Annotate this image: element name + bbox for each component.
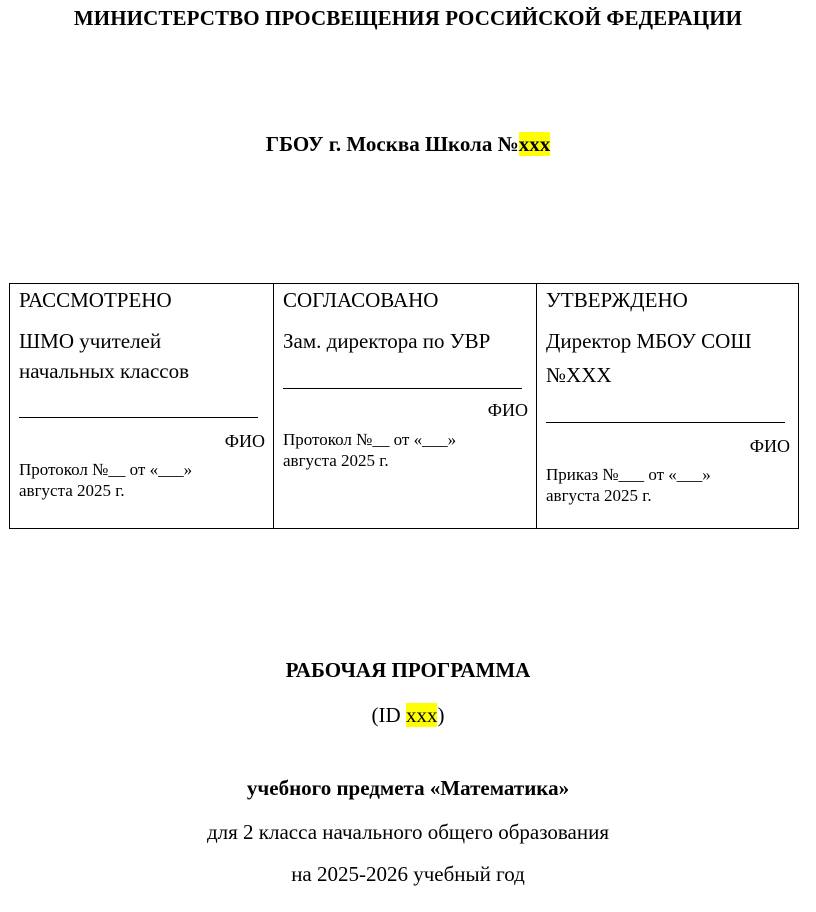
reviewed-body-line1: ШМО учителей [19, 329, 162, 353]
approval-cell-agreed [273, 284, 536, 528]
program-year: на 2025-2026 учебный год [291, 862, 525, 886]
school-prefix: ГБОУ г. Москва Школа № [265, 132, 519, 156]
program-id [0, 703, 816, 728]
approval-cell-reviewed [10, 284, 273, 528]
program-id-highlight: xxx [405, 703, 438, 727]
agreed-fio-label: ФИО [487, 400, 528, 420]
approval-cell-approved [536, 284, 798, 528]
approved-fio-label: ФИО [749, 436, 790, 456]
reviewed-signature-line [19, 417, 258, 418]
reviewed-fio-label: ФИО [224, 431, 265, 451]
reviewed-protocol-line1: Протокол №__ от «___» [19, 460, 193, 479]
ministry-heading: МИНИСТЕРСТВО ПРОСВЕЩЕНИЯ РОССИЙСКОЙ ФЕДЕРАЦИИ [73, 6, 743, 30]
approved-body-line1: Директор МБОУ СОШ [546, 329, 752, 353]
program-id-suffix: ) [437, 703, 445, 727]
approved-heading: УТВЕРЖДЕНО [546, 288, 688, 312]
school-name [0, 132, 816, 157]
reviewed-body-line2: начальных классов [19, 359, 189, 383]
agreed-protocol-line2: августа 2025 г. [283, 451, 389, 470]
program-id-prefix: (ID [371, 703, 406, 727]
approved-body-line2: №XXX [546, 363, 612, 387]
program-subject: учебного предмета «Математика» [246, 776, 570, 800]
agreed-protocol-line1: Протокол №__ от «___» [283, 430, 457, 449]
approved-protocol-line2: августа 2025 г. [546, 486, 652, 505]
program-grade: для 2 класса начального общего образования [206, 820, 609, 844]
agreed-signature-line [283, 388, 522, 389]
reviewed-protocol-line2: августа 2025 г. [19, 481, 125, 500]
agreed-body-line1: Зам. директора по УВР [283, 329, 491, 353]
school-number-highlight: xxx [518, 132, 551, 156]
approved-protocol-line1: Приказ №___ от «___» [546, 465, 711, 484]
approval-table [9, 283, 799, 529]
program-title: РАБОЧАЯ ПРОГРАММА [285, 658, 531, 682]
reviewed-heading: РАССМОТРЕНО [19, 288, 172, 312]
agreed-heading: СОГЛАСОВАНО [283, 288, 439, 312]
approved-signature-line [546, 422, 785, 423]
